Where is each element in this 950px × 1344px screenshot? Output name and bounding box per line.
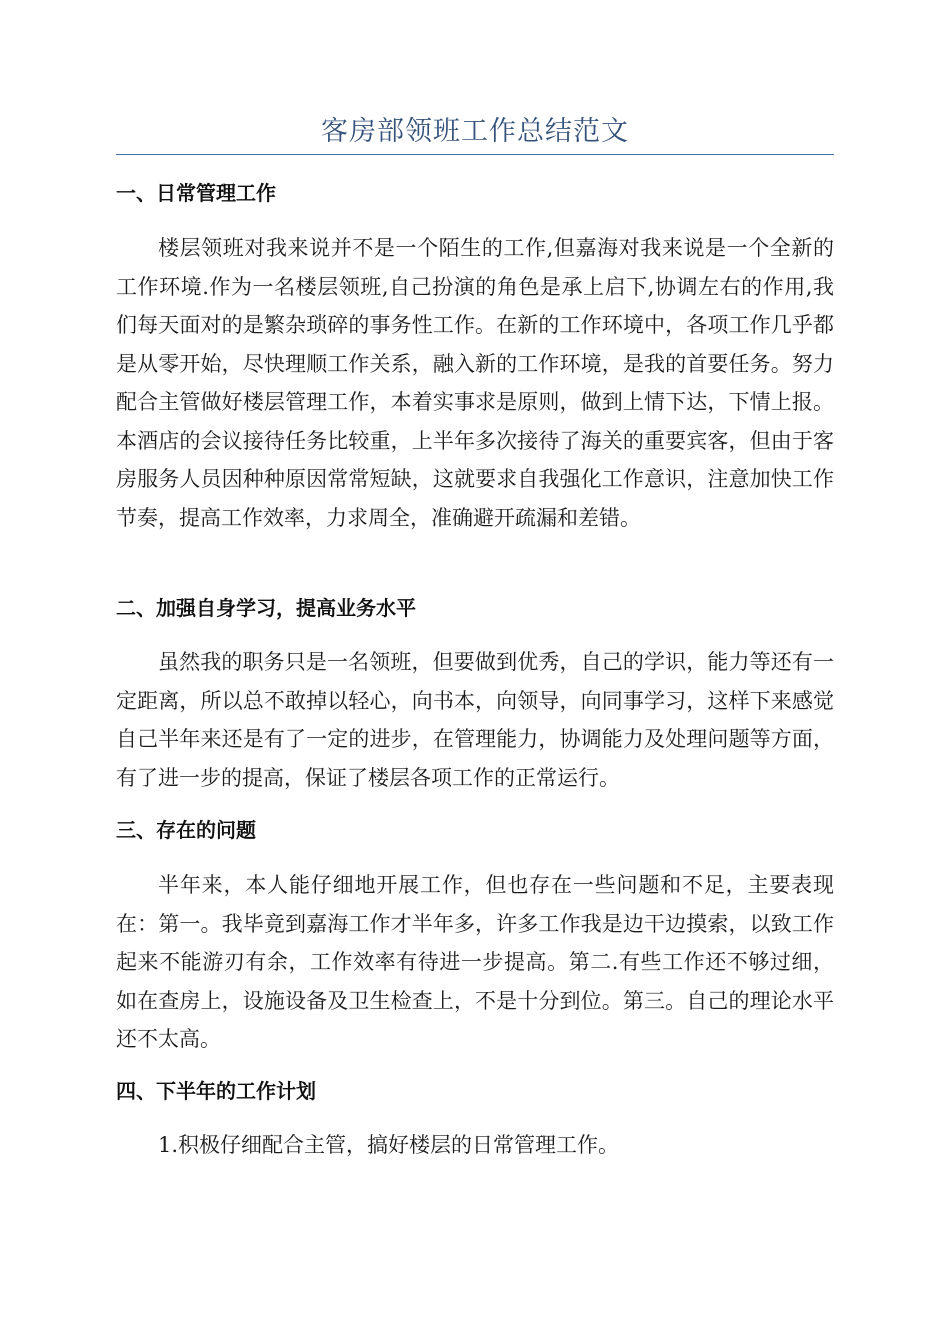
section-paragraph-daily-management: 楼层领班对我来说并不是一个陌生的工作,但嘉海对我来说是一个全新的工作环境.作为一名楼层领班,自己扮演的角色是承上启下,协调左右的作用,我们每天面对的是繁杂琐碎的事务性工作。在新的工作环境中，各项工作几乎都是从零开始，尽快理顺工作关系，融入新的工作环境，是我的首要任务。努力配合主管做好楼层管理工作，本着实事求是原则，做到上情下达，下情上报。本酒店的会议接待任务比较重，上半年多次接待了海关的重要宾客，但由于客房服务人员因种种原因常常短缺，这就要求自我强化工作意识，注意加快工作节奏，提高工作效率，力求周全，准确避开疏漏和差错。 — [116, 236, 834, 530]
section-heading-daily-management: 一、日常管理工作 — [116, 181, 276, 205]
document-title: 客房部领班工作总结范文 — [321, 116, 629, 147]
title-underline-rule — [116, 154, 834, 155]
section-paragraph-next-half-plan: 1.积极仔细配合主管，搞好楼层的日常管理工作。 — [158, 1133, 620, 1157]
section-heading-next-half-plan: 四、下半年的工作计划 — [116, 1079, 316, 1103]
section-paragraph-self-study: 虽然我的职务只是一名领班，但要做到优秀，自己的学识，能力等还有一定距离，所以总不敢掉以轻心，向书本，向领导，向同事学习，这样下来感觉自己半年来还是有了一定的进步，在管理能力，协调能力及处理问题等方面，有了进一步的提高，保证了楼层各项工作的正常运行。 — [116, 650, 834, 790]
section-paragraph-problems: 半年来，本人能仔细地开展工作，但也存在一些问题和不足，主要表现在：第一。我毕竟到嘉海工作才半年多，许多工作我是边干边摸索，以致工作起来不能游刃有余，工作效率有待进一步提高。第二.有些工作还不够过细，如在查房上，设施设备及卫生检查上，不是十分到位。第三。自己的理论水平还不太高。 — [116, 873, 834, 1051]
section-heading-problems: 三、存在的问题 — [116, 818, 256, 842]
section-heading-self-study: 二、加强自身学习，提高业务水平 — [116, 596, 416, 620]
